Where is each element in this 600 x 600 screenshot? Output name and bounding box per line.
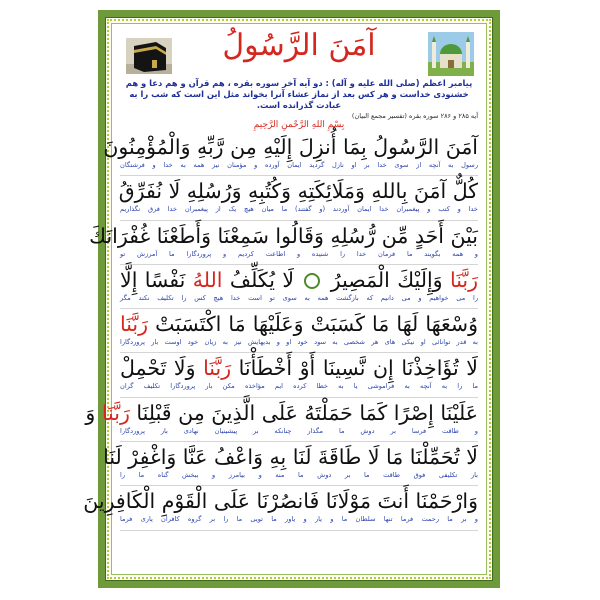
- verse-arabic-part: وُسْعَهَا لَهَا مَا كَسَبَتْ وَعَلَيْهَا مَا اكْتَسَبَتْ: [148, 312, 478, 337]
- verse-line: [103, 442, 478, 486]
- verse-arabic: بَيْنَ أَحَدٍ مِّن رُّسُلِهِ وَقَالُوا سَمِعْنَا وَأَطَعْنَا غُفْرَانَكَ: [89, 223, 478, 248]
- verse-translation: به قدر توانائی او نیکی های هر شخصی به سود خود او و بدیهایش نیز به زیان خود اوست بار پروردگارا: [120, 338, 478, 347]
- verse-translation: رسول به آنچه از سوی خدا بر او نازل گردید ایمان آورده و مؤمنان نیز همه به خدا و فرشتگان: [120, 161, 478, 169]
- verse-line: [120, 309, 478, 353]
- verse-translation: و همه بگویند ما فرمان خدا را شنیده و اطاعت کردیم و پروردگارا ما آمرزش تو: [120, 249, 478, 258]
- verse-translation: را می خواهیم و می دانیم که بازگشت همه به سوی تو است خدا هیچ کس را تکلیف نکند مگر: [120, 293, 478, 302]
- verse-line: [103, 132, 478, 176]
- poster-content: [83, 23, 487, 575]
- bismillah: بِسْمِ اللهِ الرَّحْمنِ الرَّحِيمِ: [253, 120, 345, 130]
- verse-arabic-part: نَفْسًا إِلَّا: [120, 267, 193, 292]
- verse-line: [83, 486, 478, 530]
- kaaba-icon: [126, 38, 172, 74]
- verse-line: [85, 398, 478, 442]
- rabbana-word: رَبَّنَا: [203, 356, 232, 381]
- verse-arabic-part: وَإِلَيْكَ الْمَصِيرُ: [323, 267, 450, 292]
- verse-line: [120, 176, 478, 220]
- poster-frame: [83, 10, 500, 588]
- verse-arabic-part: لَا تُؤَاخِذْنَا إِن نَّسِينَا أَوْ أَخْطَأْنَا: [231, 356, 478, 381]
- verse-translation: ما را به آنچه به فراموشی یا به خطا کرده ایم مؤاخذه مکن بار پروردگارا تکلیف گران: [120, 382, 478, 391]
- poster-title: آمَنَ الرَّسُولُ: [222, 28, 376, 63]
- verse-arabic: وَارْحَمْنَا أَنتَ مَوْلَانَا فَانصُرْنَا عَلَى الْقَوْمِ الْكَافِرِينَ: [83, 489, 478, 514]
- verse-line: [89, 221, 478, 265]
- verse-arabic: [120, 311, 478, 338]
- rabbana-word: رَبَّنَا: [120, 312, 149, 337]
- allah-word: اللهُ: [192, 267, 223, 292]
- verse-list: [83, 132, 479, 531]
- verse-arabic: لَا تُحَمِّلْنَا مَا لَا طَاقَةَ لَنَا بِهِ وَاعْفُ عَنَّا وَاغْفِرْ لَنَا: [103, 445, 478, 470]
- mosque-icon: [428, 32, 474, 76]
- verse-arabic-part: عَلَيْنَا إِصْرًا كَمَا حَمَلْتَهُ عَلَى الَّذِينَ مِن قَبْلِنَا: [129, 400, 478, 425]
- verse-line: [120, 265, 478, 309]
- rabbana-word: رَبَّنَا: [449, 267, 479, 292]
- header: [112, 24, 486, 120]
- verse-translation: و طاقت فرسا بر دوش ما مگذار چنانکه بر پیشینیان نهادی بار پروردگارا: [120, 426, 478, 435]
- verse-arabic: [120, 267, 478, 294]
- verse-translation: خدا و کتب و پیغمبران خدا ایمان آوردند (و گفتند) ما میان هیچ یک از پیغمبران خدا فرق نگذاریم: [120, 205, 478, 214]
- verse-arabic-part: وَ: [85, 400, 102, 425]
- verse-arabic: [85, 400, 478, 427]
- verse-translation: بار تکلیفی فوق طاقت ما بر دوش ما منه و بیامرز و ببخش گناه ما را: [120, 471, 478, 480]
- verse-arabic-part: لَا يُكَلِّفُ: [222, 267, 302, 292]
- verse-arabic-part: وَلَا تَحْمِلْ: [120, 356, 204, 381]
- intro-reference: آیه ۲۸۵ و ۲۸۶ سوره بقره (تفسیر مجمع البیان): [351, 112, 478, 120]
- verse-arabic: [120, 355, 478, 382]
- verse-end-icon: [304, 273, 320, 289]
- rabbana-word: رَبَّنَا: [101, 400, 130, 425]
- verse-line: [120, 353, 478, 397]
- verse-arabic: آمَنَ الرَّسُولُ بِمَا أُنزِلَ إِلَيْهِ مِن رَّبِّهِ وَالْمُؤْمِنُونَ: [103, 135, 478, 159]
- intro-hadith: [120, 78, 478, 122]
- verse-arabic: كُلٌّ آمَنَ بِاللهِ وَمَلَائِكَتِهِ وَكُتُبِهِ وَرُسُلِهِ لَا نُفَرِّقُ: [118, 179, 478, 204]
- verse-translation: و بر ما رحمت فرما تنها سلطان ما و یار و یاور ما تویی ما را بر گروه کافران یاری فرما: [120, 515, 478, 524]
- intro-text: پیامبر اعظم (صلی الله علیه و آله) : دو آیه آخر سوره بقره ، هم قرآن و هم دعا و هم خشنودی خداست و هر کس بعد از نماز عشاء آنرا بخواند مثل این است که شب را به عبادت گذرانده است.: [125, 78, 473, 110]
